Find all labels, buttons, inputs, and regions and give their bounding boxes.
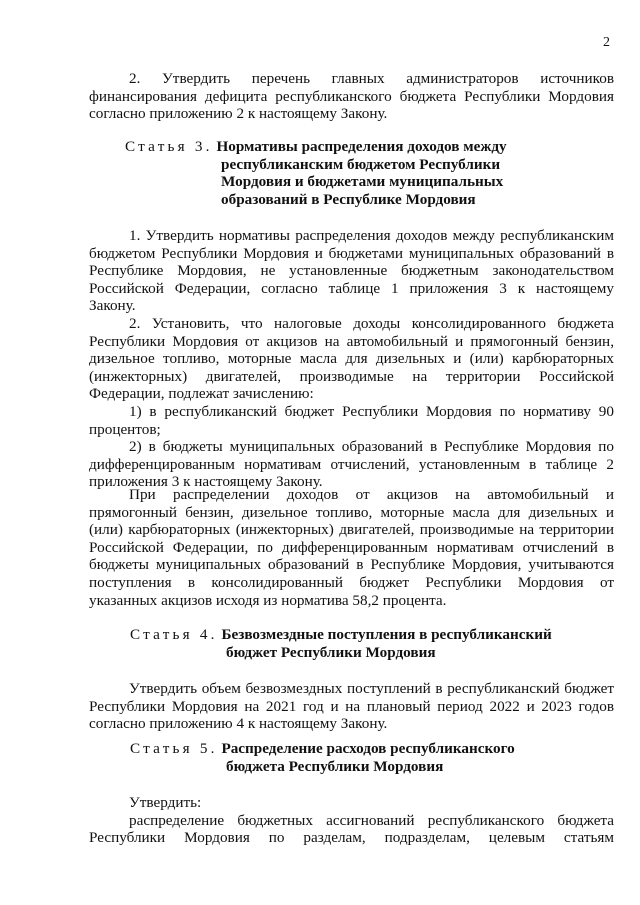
article-4-title-line: Безвозмездные поступления в республиканский xyxy=(221,626,552,643)
text-line: 1) в республиканский бюджет Республики Мордовия по нормативу 90 xyxy=(129,403,614,420)
article-3-title-line: образований в Республике Мордовия xyxy=(221,190,476,208)
text-line: Республике Мордовия, не установленные бюджетным законодательством xyxy=(89,262,614,280)
text-line: Утвердить объем безвозмездных поступлений в республиканский бюджет xyxy=(129,680,614,697)
text-line: поступления в консолидированный бюджет Республики Мордовия от xyxy=(89,573,614,591)
text-line: 2. Утвердить перечень главных администраторов источников xyxy=(129,70,614,87)
text-line: согласно приложению 2 к настоящему Закону. xyxy=(89,105,388,123)
article-4-title-line: бюджет Республики Мордовия xyxy=(226,643,436,661)
article-3-item-1 xyxy=(89,227,614,315)
article-5-heading xyxy=(130,740,600,775)
text-line: Закону. xyxy=(89,297,136,315)
article-5-title-line: бюджета Республики Мордовия xyxy=(226,757,444,775)
article-4-heading xyxy=(130,626,600,661)
text-line: Утвердить: xyxy=(129,794,202,811)
text-line: При распределении доходов от акцизов на автомобильный и xyxy=(129,486,614,503)
article-2-item-2 xyxy=(89,70,614,123)
text-line: дифференцированным нормативам отчислений, установленным в таблице 2 xyxy=(89,455,614,473)
text-line: (или) карбюраторных (инжекторных) двигателей, производимые на территории xyxy=(89,521,614,539)
text-line: (инжекторных) двигателей, производимые на территории Российской xyxy=(89,367,614,385)
text-line: Республики Мордовия от акцизов на автомобильный и прямогонный бензин, xyxy=(89,332,614,350)
article-3-heading xyxy=(125,138,595,208)
text-line: прямогонный бензин, дизельное топливо, моторные масла для дизельных и xyxy=(89,503,614,521)
text-line: распределение бюджетных ассигнований республиканского бюджета xyxy=(129,811,614,829)
article-4-body xyxy=(89,680,614,733)
article-5-body xyxy=(89,794,614,847)
text-line: приложения 3 к настоящему Закону. xyxy=(89,473,323,491)
article-3-title-line: Нормативы распределения доходов между xyxy=(216,138,507,155)
text-line: финансирования дефицита республиканского бюджета Республики Мордовия xyxy=(89,87,614,105)
text-line: дизельное топливо, моторные масла для дизельных и (или) карбюраторных xyxy=(89,350,614,368)
article-3-item-2 xyxy=(89,315,614,403)
article-3-title-line: республиканским бюджетом Республики xyxy=(221,155,501,173)
text-line: 1. Утвердить нормативы распределения доходов между республиканским xyxy=(129,227,614,244)
text-line: Федерации, подлежат зачислению: xyxy=(89,385,314,403)
text-line: бюджеты муниципальных образований в Республике Мордовия, учитываются xyxy=(89,556,614,574)
article-5-title-line: Распределение расходов республиканского xyxy=(221,740,515,757)
text-line: Республики Мордовия на 2021 год и на плановый период 2022 и 2023 годов xyxy=(89,697,614,715)
text-line: согласно приложению 4 к настоящему Закону. xyxy=(89,715,388,733)
article-3-title-line: Мордовия и бюджетами муниципальных xyxy=(221,173,504,191)
text-line: Республики Мордовия по разделам, подразделам, целевым статьям xyxy=(89,829,614,847)
text-line: указанных акцизов исходя из норматива 58,2 процента. xyxy=(89,591,447,609)
article-3-subitem-1 xyxy=(89,403,614,438)
text-line: Российской Федерации, согласно таблице 1 приложения 3 к настоящему xyxy=(89,279,614,297)
text-line: Российской Федерации, по дифференцированным нормативам отчислений в xyxy=(89,538,614,556)
text-line: бюджетом Республики Мордовия и бюджетами муниципальных образований в xyxy=(89,244,614,262)
article-4-label: Статья 4. xyxy=(130,626,218,643)
text-line: 2. Установить, что налоговые доходы консолидированного бюджета xyxy=(129,315,614,332)
article-5-label: Статья 5. xyxy=(130,740,218,757)
article-3-subitem-2 xyxy=(89,438,614,491)
article-3-label: Статья 3. xyxy=(125,138,213,155)
article-3-distribution-paragraph xyxy=(89,486,614,609)
page-number: 2 xyxy=(603,35,610,50)
text-line: 2) в бюджеты муниципальных образований в Республике Мордовия по xyxy=(129,438,614,455)
text-line: процентов; xyxy=(89,420,161,438)
